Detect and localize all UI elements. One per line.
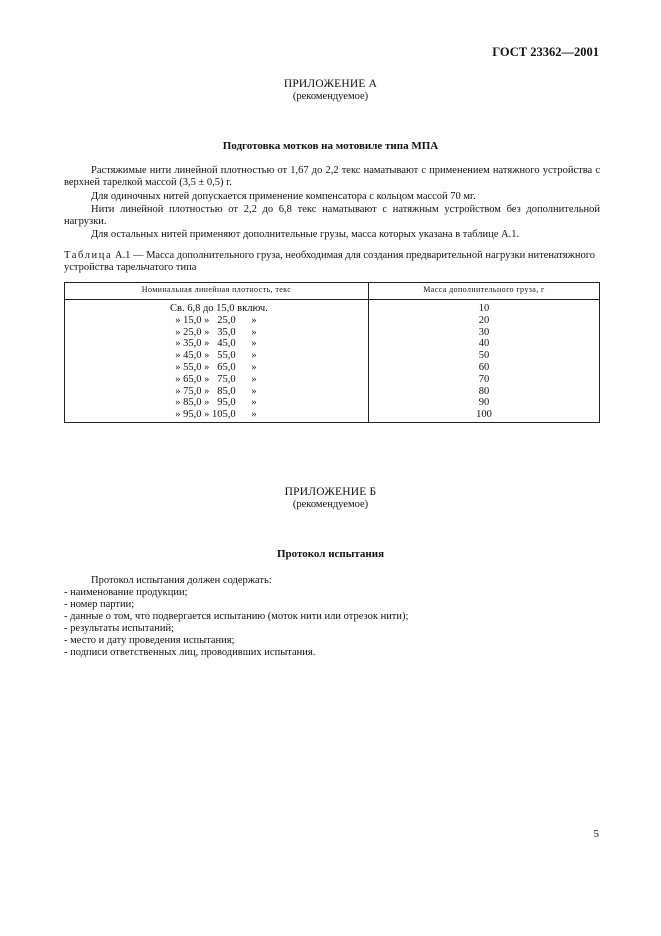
appendix-b-section-title: Протокол испытания [276, 548, 385, 560]
table-cell-mass: 80 [478, 385, 490, 397]
appendix-a-subtitle: (рекомендуемое) [292, 91, 369, 102]
page-number: 5 [593, 828, 599, 840]
table-cell-density: » 15,0 » 25,0 » [170, 314, 257, 326]
table-header-mass: Масса дополнительного груза, г [423, 285, 545, 294]
table-cell-mass: 40 [478, 338, 490, 350]
paragraph-stretch-threads: Растяжимые нити линейной плотностью от 1,67 до 2,2 текс наматывают с применением натяжного устройства с верхней тарелкой массой (3,5 ± 0,5) г. [64, 165, 600, 188]
paragraph-other-threads: Для остальных нитей применяют дополнительные грузы, масса которых указана в таблице А.1. [91, 229, 520, 240]
table-caption [64, 250, 600, 274]
table-cell-mass: 10 [478, 303, 490, 314]
paragraph-density-range: Нити линейной плотностью от 2,2 до 6,8 текс наматывают с натяжным устройством без дополнительной нагрузки. [64, 204, 600, 227]
table-cell-density: » 25,0 » 35,0 » [170, 326, 257, 338]
protocol-list [64, 575, 601, 659]
table-cell-density: » 75,0 » 85,0 » [170, 385, 257, 397]
table-cell-mass: 50 [478, 350, 490, 362]
table-header-density: Номинальная линейная плотность, текс [141, 285, 292, 294]
protocol-intro: Протокол испытания должен содержать: [91, 575, 272, 586]
table-header-divider [65, 299, 599, 300]
list-item: - результаты испытаний; [64, 623, 174, 634]
table-cell-density: » 65,0 » 75,0 » [170, 373, 257, 385]
list-item: - данные о том, что подвергается испытанию (моток нити или отрезок нити); [64, 611, 409, 622]
list-item: - место и дату проведения испытания; [64, 635, 235, 646]
table-cell-density: » 45,0 » 55,0 » [170, 350, 257, 362]
appendix-b-subtitle: (рекомендуемое) [292, 499, 369, 510]
table-caption-text: А.1 — Масса дополнительного груза, необходимая для создания предварительной нагрузки нитенатяжного устройства тарельчатого типа [64, 250, 596, 273]
mass-table [64, 282, 600, 423]
paragraph-single-threads: Для одиночных нитей допускается применение компенсатора с кольцом массой 70 мг. [91, 191, 476, 202]
appendix-a-title: ПРИЛОЖЕНИЕ А [283, 78, 378, 90]
appendix-b-title: ПРИЛОЖЕНИЕ Б [284, 486, 377, 498]
table-caption-label: Таблица [64, 250, 113, 261]
table-cell-density: » 95,0 » 105,0 » [170, 409, 257, 421]
table-cell-density: Св. 6,8 до 15,0 включ. [170, 303, 268, 314]
list-item: - номер партии; [64, 599, 135, 610]
table-cell-mass: 20 [478, 314, 490, 326]
table-cell-mass: 60 [478, 361, 490, 373]
table-cell-mass: 30 [478, 326, 490, 338]
table-cell-density: » 55,0 » 65,0 » [170, 361, 257, 373]
table-mass-column [369, 303, 599, 421]
table-cell-density: » 35,0 » 45,0 » [170, 338, 257, 350]
table-cell-mass: 90 [478, 397, 490, 409]
table-cell-mass: 100 [476, 409, 492, 421]
table-cell-density: » 85,0 » 95,0 » [170, 397, 257, 409]
table-density-column [170, 303, 268, 421]
list-item: - наименование продукции; [64, 587, 188, 598]
table-cell-mass: 70 [478, 373, 490, 385]
list-item: - подписи ответственных лиц, проводивших испытания. [64, 647, 316, 658]
standard-code: ГОСТ 23362—2001 [492, 45, 599, 59]
appendix-a-section-title: Подготовка мотков на мотовиле типа МПА [222, 140, 439, 152]
